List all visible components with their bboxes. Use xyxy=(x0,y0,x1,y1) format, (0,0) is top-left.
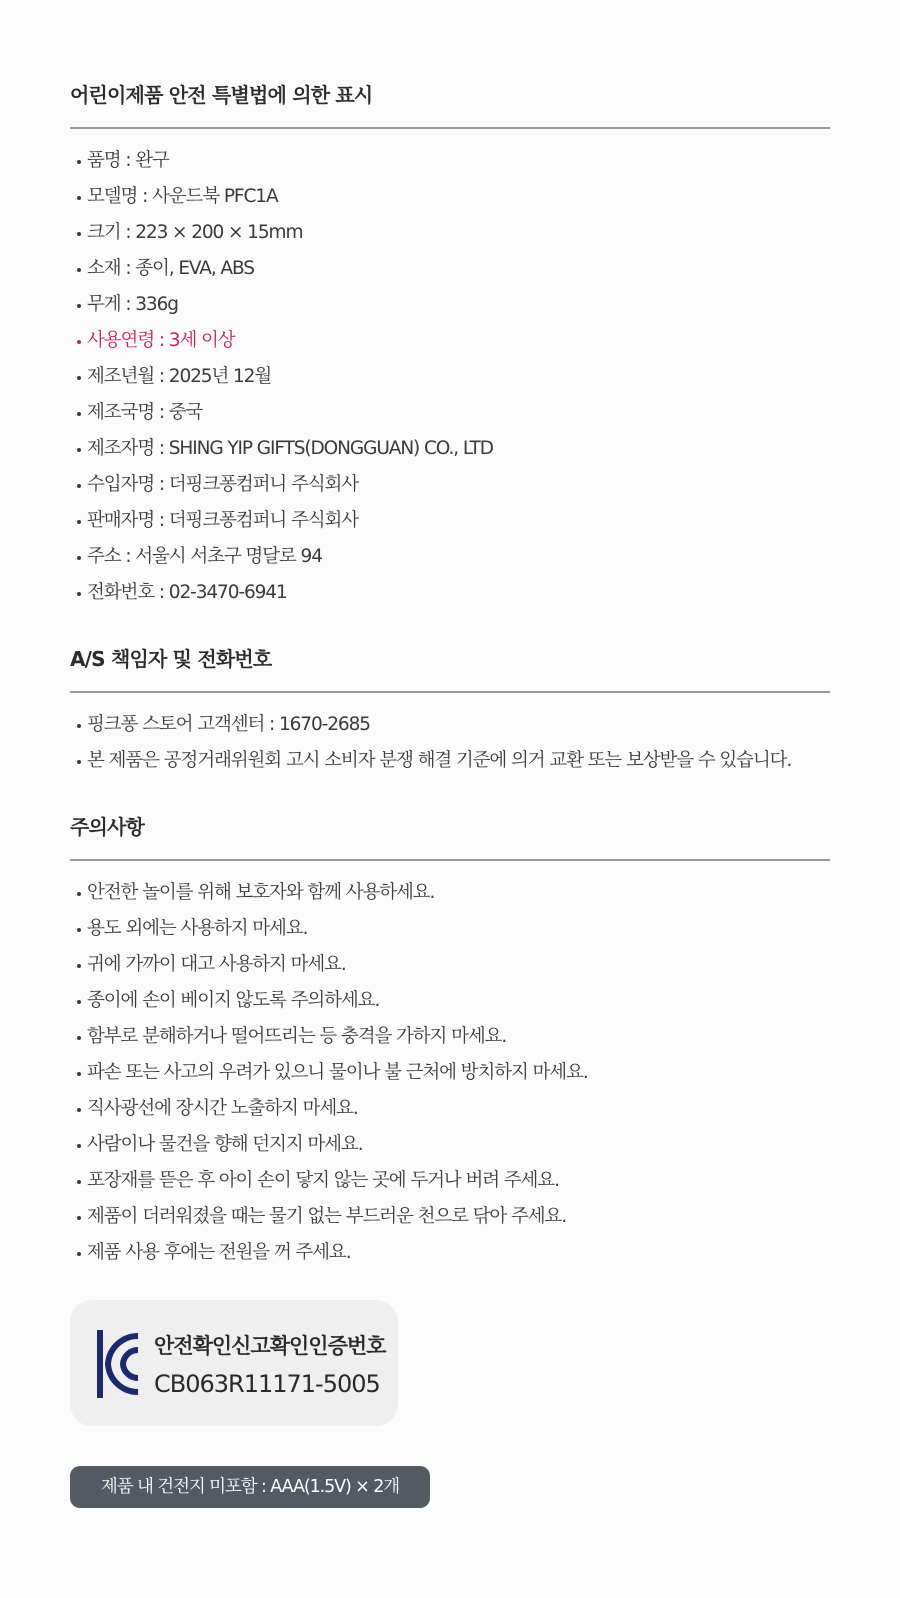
caution-item: 용도 외에는 사용하지 마세요. xyxy=(70,911,830,947)
product-info-section xyxy=(70,81,830,611)
caution-item: 함부로 분해하거나 떨어뜨리는 등 충격을 가하지 마세요. xyxy=(70,1019,830,1055)
product-info-list xyxy=(70,143,830,611)
info-item-seller: 판매자명 : 더핑크퐁컴퍼니 주식회사 xyxy=(70,503,830,539)
info-item-manufacturer: 제조자명 : SHING YIP GIFTS(DONGGUAN) CO., LTD xyxy=(70,431,830,467)
kc-certification-label: 안전확인신고확인인증번호 xyxy=(154,1334,386,1358)
info-item-country: 제조국명 : 중국 xyxy=(70,395,830,431)
section-divider xyxy=(70,127,830,129)
caution-item: 직사광선에 장시간 노출하지 마세요. xyxy=(70,1091,830,1127)
caution-item: 제품이 더러워졌을 때는 물기 없는 부드러운 천으로 닦아 주세요. xyxy=(70,1199,830,1235)
section-divider xyxy=(70,691,830,693)
caution-item: 귀에 가까이 대고 사용하지 마세요. xyxy=(70,947,830,983)
caution-item: 안전한 놀이를 위해 보호자와 함께 사용하세요. xyxy=(70,875,830,911)
kc-certification-number: CB063R11171-5005 xyxy=(154,1370,380,1398)
as-item-customer-center: 핑크퐁 스토어 고객센터 : 1670-2685 xyxy=(70,707,830,743)
as-info-list xyxy=(70,707,830,779)
info-item-phone: 전화번호 : 02-3470-6941 xyxy=(70,575,830,611)
info-item-importer: 수입자명 : 더핑크퐁컴퍼니 주식회사 xyxy=(70,467,830,503)
info-item-address: 주소 : 서울시 서초구 명달로 94 xyxy=(70,539,830,575)
caution-item: 파손 또는 사고의 우려가 있으니 물이나 불 근처에 방치하지 마세요. xyxy=(70,1055,830,1091)
kc-certification-box xyxy=(70,1300,398,1426)
caution-item: 사람이나 물건을 향해 던지지 마세요. xyxy=(70,1127,830,1163)
info-item-size: 크기 : 223 × 200 × 15mm xyxy=(70,215,830,251)
info-item-product-name: 품명 : 완구 xyxy=(70,143,830,179)
caution-title: 주의사항 xyxy=(70,815,145,839)
caution-list xyxy=(70,875,830,1271)
caution-item: 제품 사용 후에는 전원을 꺼 주세요. xyxy=(70,1235,830,1271)
battery-notice-badge: 제품 내 건전지 미포함 : AAA(1.5V) × 2개 xyxy=(70,1466,430,1508)
caution-item: 종이에 손이 베이지 않도록 주의하세요. xyxy=(70,983,830,1019)
caution-item: 포장재를 뜯은 후 아이 손이 닿지 않는 곳에 두거나 버려 주세요. xyxy=(70,1163,830,1199)
info-item-manufacture-date: 제조년월 : 2025년 12월 xyxy=(70,359,830,395)
product-info-title: 어린이제품 안전 특별법에 의한 표시 xyxy=(70,83,373,107)
as-info-title: A/S 책임자 및 전화번호 xyxy=(70,647,272,671)
section-divider xyxy=(70,859,830,861)
info-item-material: 소재 : 종이, EVA, ABS xyxy=(70,251,830,287)
info-item-age: 사용연령 : 3세 이상 xyxy=(70,323,830,359)
caution-section xyxy=(70,813,830,1271)
as-info-section xyxy=(70,645,830,779)
kc-mark-icon xyxy=(96,1328,142,1400)
as-item-exchange-policy: 본 제품은 공정거래위원회 고시 소비자 분쟁 해결 기준에 의거 교환 또는 보상받을 수 있습니다. xyxy=(70,743,830,779)
info-item-weight: 무게 : 336g xyxy=(70,287,830,323)
info-item-model: 모델명 : 사운드북 PFC1A xyxy=(70,179,830,215)
